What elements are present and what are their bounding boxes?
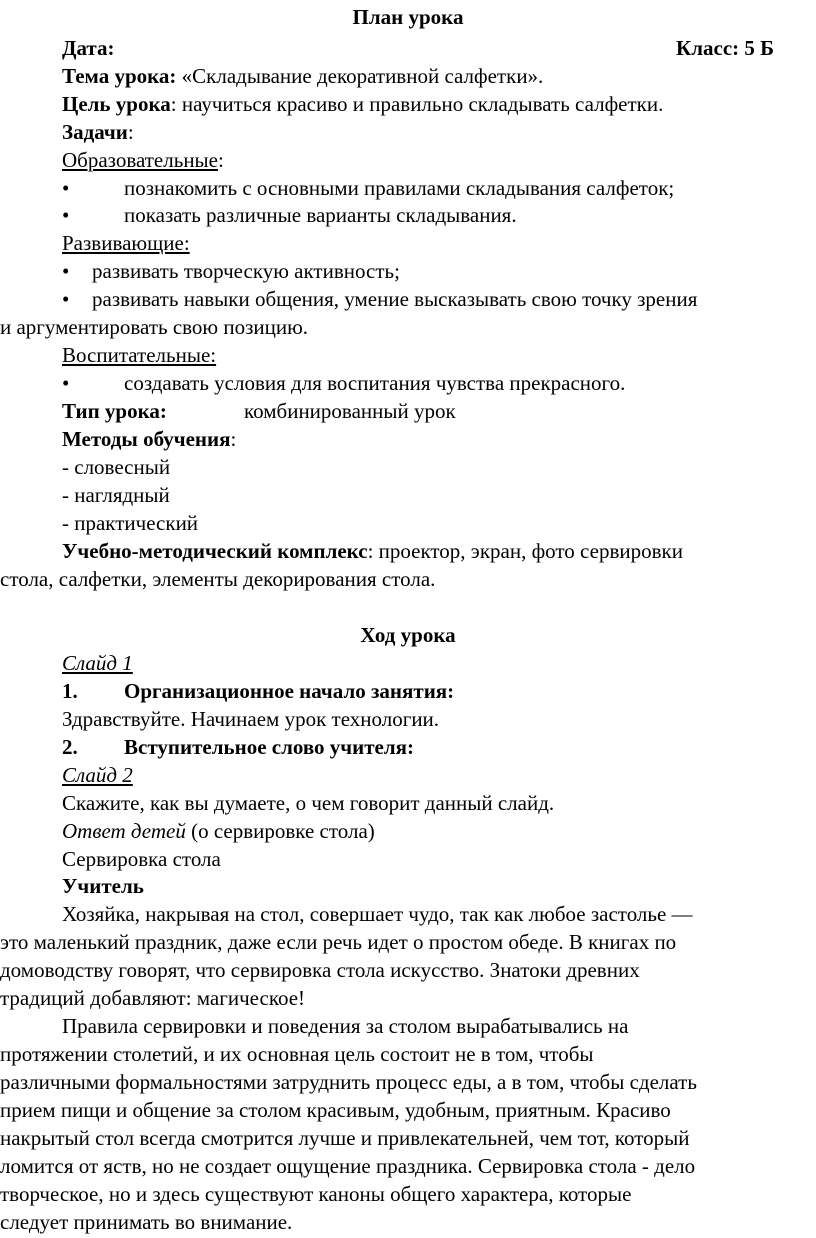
tasks-label: Задачи: [62, 119, 128, 144]
step-2: [62, 733, 415, 762]
paragraph-line: ломится от яств, но не создает ощущение праздника. Сервировка стола - дело: [0, 1154, 696, 1179]
goal-label: Цель урока: [62, 91, 171, 116]
complex-continuation: стола, салфетки, элементы декорирования стола.: [0, 566, 436, 591]
slide-1-label: Слайд 1: [62, 650, 133, 675]
paragraph-line: традиций добавляют: магическое!: [0, 986, 306, 1011]
paragraph-line: Хозяйка, накрывая на стол, совершает чудо, так как любое застолье —: [62, 902, 693, 927]
lesson-type-value: комбинированный урок: [244, 399, 456, 424]
lesson-type-line: [62, 397, 456, 426]
list-item-text: развивать творческую активность;: [92, 259, 400, 284]
tasks-suffix: :: [127, 119, 134, 144]
step-2-number: 2.: [62, 734, 78, 759]
class-label: Класс: 5 Б: [676, 35, 775, 60]
complex-label: Учебно-методический комплекс: [62, 538, 368, 563]
paragraph-line: накрытый стол всегда смотрится лучше и привлекательней, чем тот, который: [0, 1126, 690, 1151]
goal-value: : научиться красиво и правильно складывать салфетки.: [170, 91, 664, 116]
complex-line: [62, 537, 683, 566]
lesson-type-label: Тип урока:: [62, 399, 167, 424]
educational-suffix: :: [217, 147, 224, 172]
list-item: - практический: [62, 511, 199, 536]
list-item-continuation: и аргументировать свою позицию.: [0, 315, 309, 340]
list-item-text: развивать навыки общения, умение высказывать свою точку зрения: [92, 287, 698, 312]
developing-heading: Развивающие:: [62, 231, 190, 256]
paragraph-line: творческое, но и здесь существуют каноны общего характера, которые: [0, 1182, 632, 1207]
methods-suffix: :: [230, 427, 237, 452]
topic-value: «Складывание декоративной салфетки».: [176, 63, 544, 88]
topic-line: [62, 62, 543, 91]
greeting-text: Здравствуйте. Начинаем урок технологии.: [62, 706, 440, 731]
bullet-icon: •: [62, 203, 70, 228]
step-1-text: Организационное начало занятия:: [124, 678, 455, 703]
methods-label: Методы обучения: [62, 427, 231, 452]
tasks-heading: [62, 118, 134, 147]
answer-note: (о сервировке стола): [185, 818, 375, 843]
complex-value: : проектор, экран, фото сервировки: [367, 538, 683, 563]
step-2-text: Вступительное слово учителя:: [124, 734, 415, 759]
bullet-icon: •: [62, 287, 70, 312]
page-title: План урока: [352, 4, 464, 29]
list-item-text: создавать условия для воспитания чувства прекрасного.: [124, 371, 626, 396]
question-text: Скажите, как вы думаете, о чем говорит данный слайд.: [62, 790, 555, 815]
list-item-text: познакомить с основными правилами складывания салфеток;: [124, 175, 675, 200]
slide-2-label: Слайд 2: [62, 762, 133, 787]
teacher-label: Учитель: [62, 874, 144, 899]
answer-text: Сервировка стола: [62, 846, 221, 871]
methods-heading: [62, 425, 236, 454]
paragraph-line: следует принимать во внимание.: [0, 1210, 293, 1234]
list-item: - словесный: [62, 455, 171, 480]
bullet-icon: •: [62, 371, 70, 396]
topic-label: Тема урока:: [62, 63, 177, 88]
paragraph-line: прием пищи и общение за столом красивым, удобным, приятным. Красиво: [0, 1098, 671, 1123]
answer-label: Ответ детей: [62, 818, 186, 843]
bullet-icon: •: [62, 259, 70, 284]
course-title: Ход урока: [360, 622, 456, 647]
paragraph-line: протяжении столетий, и их основная цель состоит не в том, чтобы: [0, 1042, 594, 1067]
paragraph-line: домоводству говорят, что сервировка стола искусство. Знатоки древних: [0, 958, 640, 983]
list-item: - наглядный: [62, 483, 170, 508]
date-label: Дата:: [62, 35, 115, 60]
paragraph-line: Правила сервировки и поведения за столом вырабатывались на: [62, 1014, 629, 1039]
bullet-icon: •: [62, 175, 70, 200]
goal-line: [62, 90, 663, 119]
paragraph-line: это маленький праздник, даже если речь идет о простом обеде. В книгах по: [0, 930, 677, 955]
paragraph-line: различными формальностями затруднить процесс еды, а в том, чтобы сделать: [0, 1070, 697, 1095]
list-item-text: показать различные варианты складывания.: [124, 203, 517, 228]
educational-heading: [62, 146, 224, 175]
answer-line: [62, 817, 375, 846]
step-1: [62, 677, 455, 706]
upbringing-heading: Воспитательные:: [62, 343, 217, 368]
educational-label: Образовательные: [62, 147, 218, 172]
step-1-number: 1.: [62, 678, 78, 703]
